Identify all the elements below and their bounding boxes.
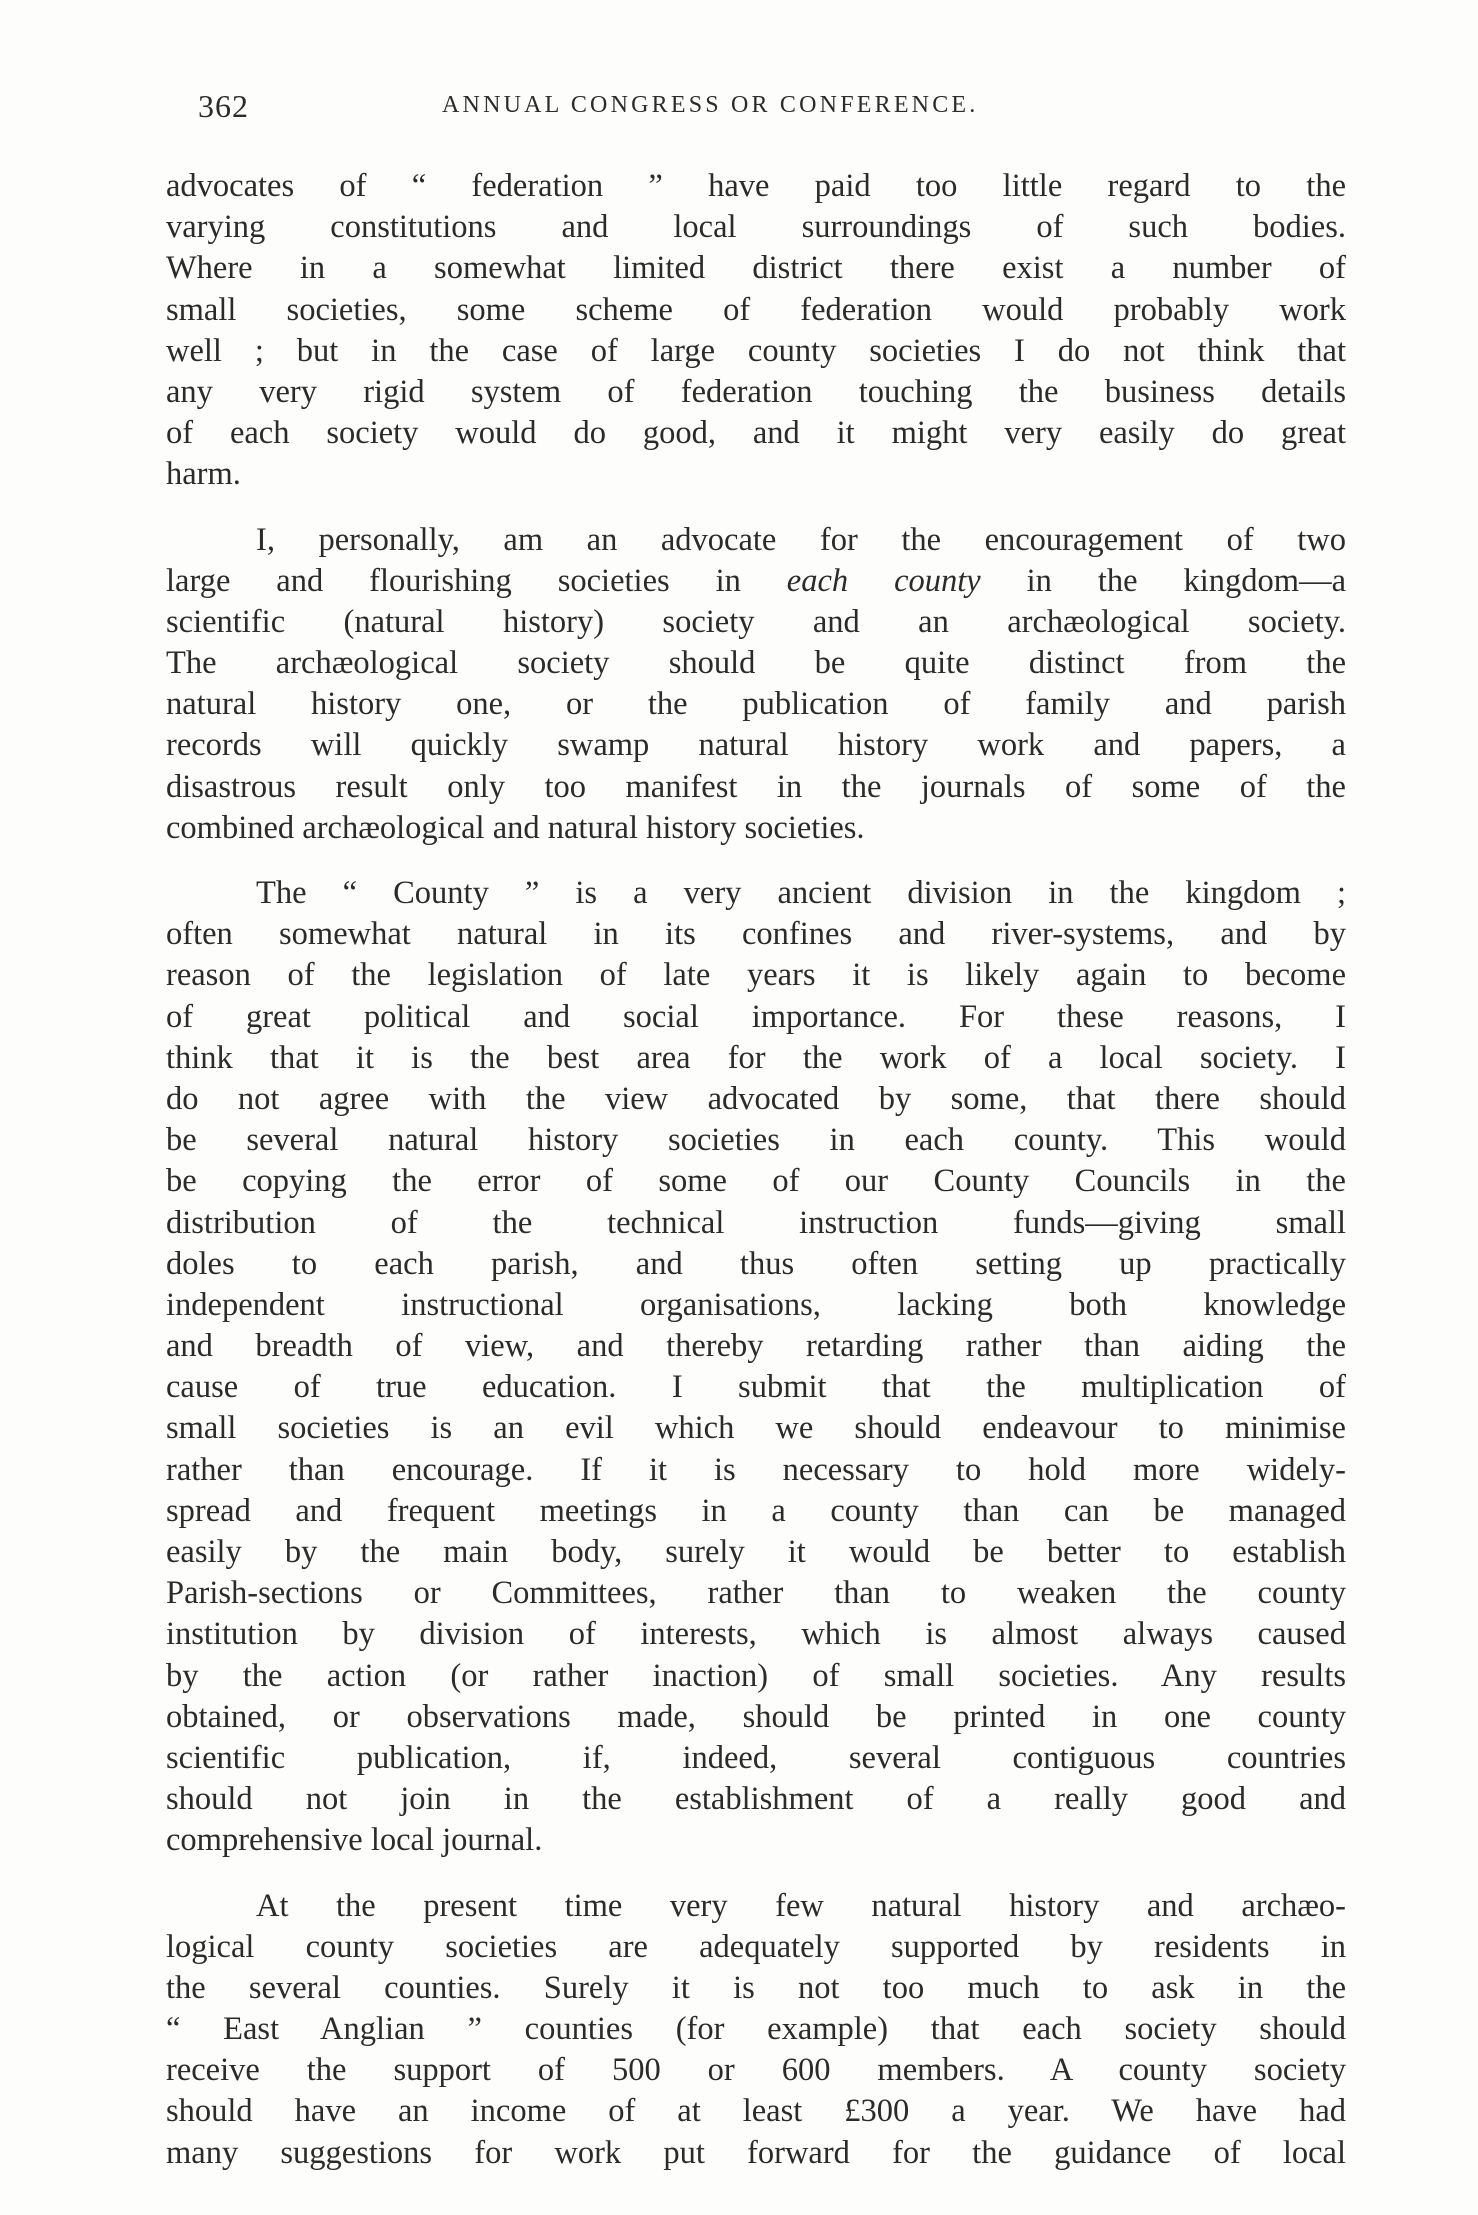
paragraph-gap [166,496,1346,520]
text-line: often somewhat natural in its confines and river-systems, and by [166,916,1346,953]
text-line: records will quickly swamp natural history work and papers, a [166,727,1346,764]
text-line: easily by the main body, surely it would be better to establish [166,1534,1346,1570]
text-run: large and flourishing societies in [166,562,787,599]
text-line: should have an income of at least £300 a year. We have had [166,2093,1346,2130]
body-text [166,166,1346,2174]
text-line: scientific publication, if, indeed, several contiguous countries [166,1739,1346,1776]
text-line: by the action (or rather inaction) of small societies. Any results [166,1657,1346,1694]
text-line: any very rigid system of federation touching the business details [166,373,1346,410]
text-line: the several counties. Surely it is not too much to ask in the [166,1969,1346,2006]
text-line: spread and frequent meetings in a county than can be managed [166,1492,1346,1529]
text-line: receive the support of 500 or 600 members. A county society [166,2052,1346,2089]
text-run: in the kingdom—a [980,562,1346,599]
text-line: At the present time very few natural history and archæo- [256,1887,1346,1924]
text-line: harm. [166,456,241,493]
running-title: ANNUAL CONGRESS OR CONFERENCE. [442,92,979,118]
text-line: disastrous result only too manifest in the journals of some of the [166,768,1346,805]
text-line: reason of the legislation of late years it is likely again to become [166,957,1346,994]
text-line: rather than encourage. If it is necessary to hold more widely- [166,1451,1346,1488]
paragraph-gap [166,1862,1346,1886]
text-line: “ East Anglian ” counties (for example) that each society should [166,2011,1346,2048]
text-line: natural history one, or the publication of family and parish [166,686,1346,723]
text-line: varying constitutions and local surroundings of such bodies. [166,209,1346,246]
text-line: Where in a somewhat limited district there exist a number of [166,250,1346,287]
emphasis-each-county: each county [786,562,981,599]
text-line: obtained, or observations made, should be printed in one county [166,1698,1346,1735]
text-line: and breadth of view, and thereby retarding rather than aiding the [166,1328,1346,1365]
paragraph-gap [166,849,1346,873]
text-line: advocates of “ federation ” have paid too little regard to the [166,168,1346,204]
text-line: scientific (natural history) society and an archæological society. [166,603,1346,640]
text-line: do not agree with the view advocated by some, that there should [166,1080,1346,1117]
text-line: independent instructional organisations, lacking both knowledge [166,1286,1346,1323]
text-line: I, personally, am an advocate for the encouragement of two [256,521,1346,558]
text-line: The archæological society should be quite distinct from the [166,645,1346,682]
paragraph-3 [166,873,1346,1862]
text-line: many suggestions for work put forward for the guidance of local [166,2134,1346,2171]
text-line-with-emphasis [166,561,1346,602]
text-line: of great political and social importance. For these reasons, I [166,998,1346,1035]
text-line: combined archæological and natural history societies. [166,809,865,846]
paragraph-2 [166,520,1346,850]
text-line: The “ County ” is a very ancient division in the kingdom ; [256,875,1346,911]
text-line: doles to each parish, and thus often setting up practically [166,1245,1346,1282]
text-line: be copying the error of some of our County Councils in the [166,1163,1346,1200]
text-line: cause of true education. I submit that the multiplication of [166,1369,1346,1406]
text-line: should not join in the establishment of a really good and [166,1781,1346,1818]
text-line: comprehensive local journal. [166,1822,543,1859]
running-head [198,88,1338,128]
text-line: be several natural history societies in each county. This would [166,1122,1346,1159]
text-line: of each society would do good, and it might very easily do great [166,415,1346,452]
text-line: institution by division of interests, which is almost always caused [166,1616,1346,1653]
text-line: logical county societies are adequately supported by residents in [166,1928,1346,1965]
text-line: distribution of the technical instruction funds—giving small [166,1204,1346,1241]
text-line: small societies is an evil which we should endeavour to minimise [166,1410,1346,1447]
paragraph-4 [166,1886,1346,2174]
text-line: small societies, some scheme of federation would probably work [166,291,1346,328]
text-line: think that it is the best area for the work of a local society. I [166,1039,1346,1076]
page-number: 362 [198,88,249,124]
text-line: Parish-sections or Committees, rather than to weaken the county [166,1575,1346,1612]
paragraph-1 [166,166,1346,496]
text-line: well ; but in the case of large county societies I do not think that [166,332,1346,369]
